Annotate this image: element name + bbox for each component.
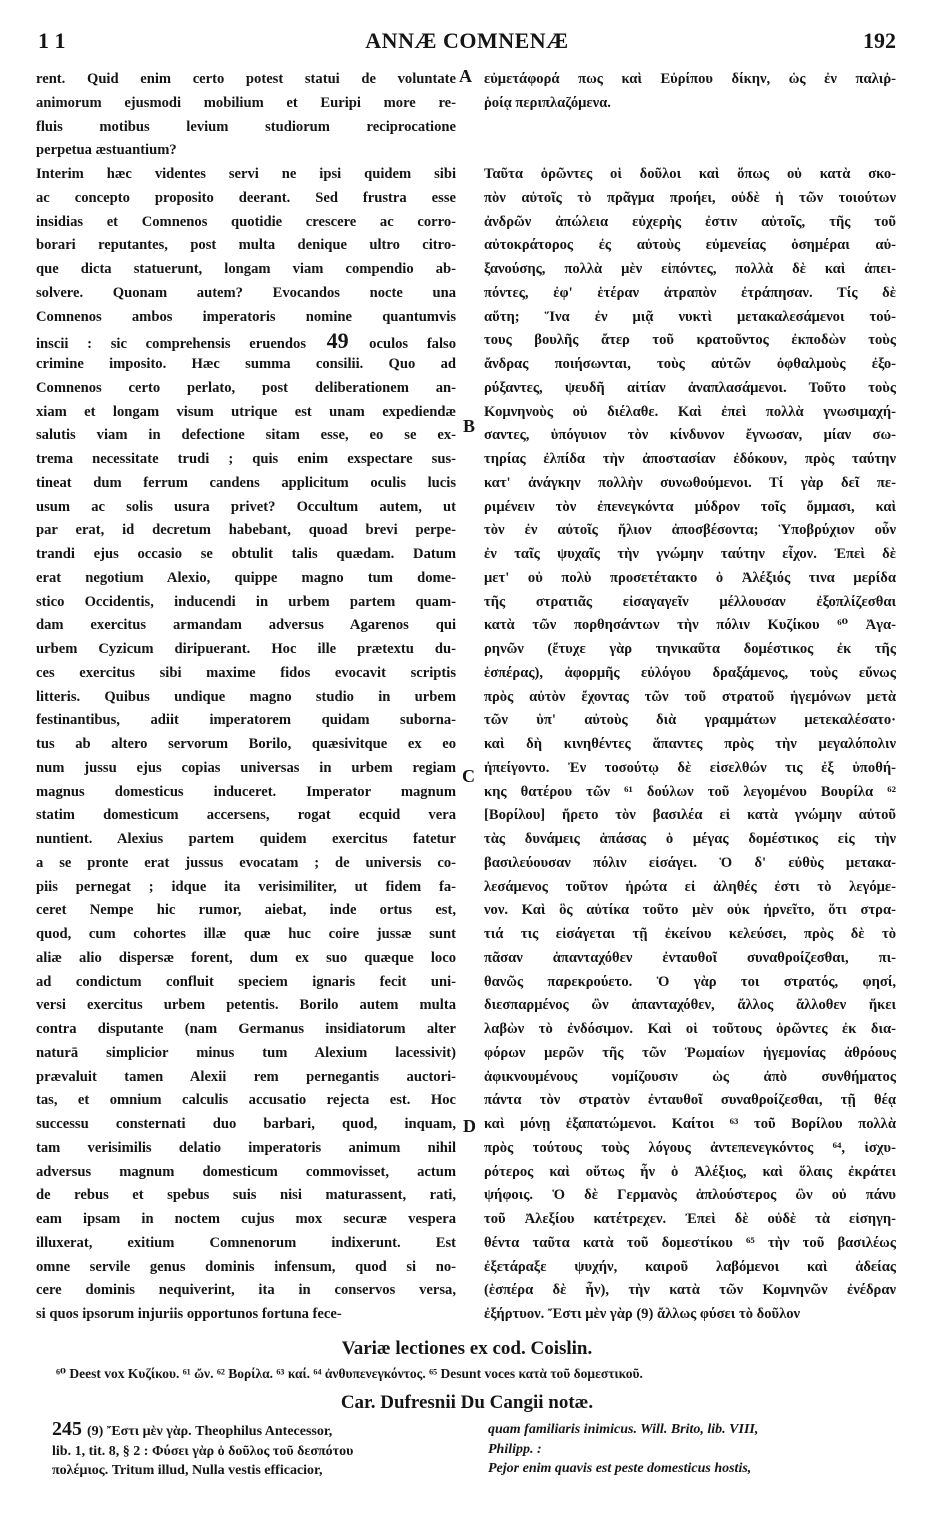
latin-text-line: omne servile genus dominis infensum, quod si no- (36, 1258, 456, 1275)
page-number-right: 192 (863, 28, 896, 53)
greek-text-line: τιά τις εἰσάγεται τῇ ἐκείνου κελεύσει, πρὸς δὲ τὸ (484, 926, 896, 942)
greek-text-line: θανῶς παρεκρούετο. Ὁ γὰρ τοι στρατός, φησί, (484, 973, 896, 990)
latin-text-line: erat negotium Alexio, quippe magno tum dome- (36, 569, 456, 586)
greek-text-line: τῆς στρατιᾶς εἰσαγαγεῖν μέλλουσαν ἐξοπλίζεσθαι (484, 593, 896, 610)
greek-text-line: ἐν ταῖς ψυχαῖς τὴν γνώμην ταύτην εἶχον. Ἐπεὶ δὲ (484, 546, 896, 562)
greek-text-line: τηρίας ἐλπίδα τὴν ἀποστασίαν ἐδόκουν, πρὸς ταύτην (484, 451, 896, 467)
latin-text-line: ces exercitus sibi maxime fidos evocavit scriptis (36, 664, 456, 681)
latin-text-line: successu consternati duo barbari, quod, inquam, (36, 1116, 456, 1132)
note-line: lib. 1, tit. 8, § 2 : Φύσει γὰρ ὁ δοῦλος τοῦ δεσπότου (52, 1443, 354, 1459)
latin-text-line: naturā simplicior minus tum Alexium lacessivit) (36, 1044, 456, 1061)
margin-marker-c: C (462, 766, 475, 786)
greek-text-line: τὰς δυνάμεις ἁπάσας ὁ μέγας δομέστικος εἰς τὴν (484, 831, 896, 847)
latin-text-line: que dicta statuerunt, longam viam compendio ab- (36, 261, 456, 277)
latin-text-line: solvere. Quonam autem? Evocandos nocte una (36, 284, 456, 301)
latin-text-line: litteris. Quibus undique magno studio in urbem (36, 688, 456, 705)
greek-text-line: τους βουλῆς ἄτερ τοῦ κρατοῦντος ἐκποδὼν τοὺς (484, 332, 896, 349)
notes-title: Car. Dufresnii Du Cangii notæ. (340, 1392, 594, 1413)
greek-text-line: βασιλεύουσαν πόλιν εἰσάγει. Ὁ δ' εὐθὺς μετακα- (484, 854, 896, 871)
note-line (52, 1420, 472, 1442)
latin-text-line (36, 329, 456, 353)
greek-text-line: ἠπείγοντο. Ἐν τοσούτῳ δὲ εἰσελθών τις ἐξ ὑποθή- (484, 759, 896, 776)
greek-text-line: ἐξετάραξε ψυχήν, καιροῦ λαβόμενοι καὶ ἀδείας (484, 1258, 896, 1275)
greek-text-line: τὸν ἐν αὐτοῖς ἥλιον ἀποσβέσοντα; Ὑποβρύχιον οὖν (484, 522, 896, 539)
latin-text-line: animorum ejusmodi mobilium et Euripi more re- (36, 94, 456, 111)
latin-text-line: salutis viam in defectione sitam esse, eo se ex- (36, 427, 456, 444)
latin-text-line: rent. Quid enim certo potest statui de voluntate (36, 71, 456, 87)
greek-text-line: τῶν ὑπ' αὐτοὺς διὰ γραμμάτων μετεκαλέσατο· (484, 712, 896, 729)
greek-text-line: πάντα τὸν στρατὸν ἐνταυθοῖ συναθροίζεσθαι, τῇ θέᾳ (484, 1092, 896, 1109)
latin-text-line: Interim hæc videntes servi ne ipsi quidem sibi (36, 166, 456, 182)
latin-text-line: insidias et Comnenos quotidie crescere ac corro- (36, 213, 456, 230)
note-line: πολέμιος. Tritum illud, Nulla vestis efficacior, (52, 1463, 323, 1478)
latin-text-line: cere dominis nequiverint, ita in conservos versa, (36, 1282, 456, 1299)
latin-text-line: piis pernegat ; idque ita verisimiliter, ut fidem fa- (36, 878, 456, 895)
greek-text-line: κης θατέρου τῶν ⁶¹ δούλων τοῦ λεγομένου Βουρίλα ⁶² (484, 783, 896, 800)
margin-marker-a: A (459, 66, 472, 86)
note-line: Pejor enim quavis est peste domesticus hostis, (488, 1461, 752, 1476)
greek-text-line: καὶ μόνῃ ἐξαπατώμενοι. Καίτοι ⁶³ τοῦ Βορίλου πολλὰ (484, 1116, 896, 1132)
latin-text-line: par erat, id decretum habebant, quoad brevi perpe- (36, 522, 456, 539)
greek-text-line: ἑσπέρας), ἀφορμῆς εὐλόγου δραξάμενος, τοὺς εὔνως (484, 664, 896, 681)
page-number-left: 1 1 (38, 28, 66, 53)
latin-text-line: dam exercitus armandam adversus Agarenos qui (36, 617, 456, 634)
latin-text-line: stico Occidentis, inducendi in urbem partem quam- (36, 593, 456, 610)
latin-text-line: statim domesticum accersens, rogat ecquid vera (36, 807, 456, 824)
greek-text-line: Ταῦτα ὁρῶντες οἱ δοῦλοι καὶ ὅπως οὐ κατὰ σκο- (484, 166, 896, 182)
latin-text-segment: oculos falso (369, 336, 456, 353)
latin-text-line: tas, et omnium calculis accusatio rejecta est. Hoc (36, 1092, 456, 1109)
greek-text-line: μετ' οὐ πολὺ προσετέτακτο ὁ Ἀλέξιός τινα μερίδα (484, 569, 896, 586)
latin-column (36, 68, 456, 1327)
variae-lectiones-title: Variæ lectiones ex cod. Coislin. (341, 1338, 593, 1359)
greek-text-line: ἐξήρτυον. Ἔστι μὲν γὰρ (9) ἄλλως φύσει τὸ δοῦλον (484, 1306, 801, 1322)
greek-text-line: λεσάμενος τοῦτον ἠρώτα εἰ ἀληθές ἐστι τὸ λεγόμε- (484, 878, 896, 895)
greek-text-line: διεσπαρμένος ὢν ἁπανταχόθεν, ἄλλος ἄλλοθεν ἥκει (484, 997, 896, 1014)
latin-text-line: borari reputantes, post multa denique ultro citro- (36, 237, 456, 254)
variae-lectiones-text: ⁶⁰ Deest vox Κυζίκου. ⁶¹ ὤν. ⁶² Βορίλα. ⁶³ καί. ⁶⁴ ἀνθυπενεγκόντος. ⁶⁵ Desunt voces κατὰ τοῦ δομεστικοῦ. (56, 1366, 643, 1381)
greek-text-line: ψήφοις. Ὁ δὲ Γερμανὸς ἁπλούστερος ὢν οὐ πάνυ (484, 1187, 896, 1204)
greek-text-line: ρηνῶν (ἔτυχε γὰρ τηνικαῦτα δομέστικος ἐκ τῆς (484, 641, 896, 657)
greek-text-line: πρὸς τούτους τοὺς λόγους ἀντεπενεγκόντος ⁶⁴, ἰσχυ- (484, 1139, 896, 1156)
latin-text-line: xiam et longam visum utrique est unam expediendæ (36, 403, 456, 420)
greek-text-line: ἄνδρας ποιήσωνται, τοὺς αὐτῶν ὀφθαλμοὺς ἐξο- (484, 356, 896, 372)
latin-text-line: de rebus et spebus suis nisi maturassent, rati, (36, 1187, 456, 1204)
greek-text-line: [Βορίλου] ἤρετο τὸν βασιλέα εἰ κατὰ γνώμην αὐτοῦ (484, 807, 896, 824)
greek-column (484, 68, 896, 1327)
latin-text-line: festinantibus, adiit imperatorem quidam suborna- (36, 712, 456, 729)
latin-text-line: aliæ alio dispersæ forent, dum ex suo quæque loco (36, 949, 456, 966)
margin-marker-d: D (463, 1116, 476, 1136)
greek-text-line: θέντα ταῦτα κατὰ τοῦ δομεστίκου ⁶⁵ τὴν τοῦ βασιλέως (484, 1234, 896, 1251)
running-title: ANNÆ COMNENÆ (365, 28, 569, 53)
latin-text-line: Comnenos certo perlato, post deliberationem an- (36, 379, 456, 396)
latin-text-line: adversus magnum domesticum commovisset, actum (36, 1163, 456, 1180)
latin-text-line: num jussu ejus copias universas in urbem regiam (36, 759, 456, 776)
latin-text-line: magnus domesticus induceret. Imperator magnum (36, 783, 456, 800)
greek-text-line: ῥοίᾳ περιπλαζόμενα. (484, 94, 611, 111)
greek-text-line: ρύξαντες, ψευδῆ αἰτίαν ἀναπλασάμενοι. Τοῦτο τοὺς (484, 379, 896, 396)
latin-text-line: quod, cum cohortes illæ quæ huc coire jussæ sunt (36, 926, 456, 942)
greek-text-line: (ἑσπέρα δὲ ἦν), τὴν κατὰ τῶν Κομνηνῶν ἐνέδραν (484, 1282, 896, 1299)
latin-text-line: trandi ejus occasio se obtulit talis quædam. Datum (36, 546, 456, 562)
note-text: (9) Ἔστι μὲν γὰρ. Theophilus Antecessor, (87, 1424, 333, 1439)
greek-text-line (484, 139, 896, 163)
column-number: 49 (306, 329, 370, 353)
latin-text-line: nuntient. Alexius partem quidem exercitus fatetur (36, 831, 456, 847)
notes-left-column (52, 1420, 472, 1481)
latin-text-line: tam verisimilis delatio imperatoris animum nihil (36, 1139, 456, 1156)
greek-text-line: φόρων μερῶν τῆς τῶν Ῥωμαίων ἡγεμονίας ἀθρόους (484, 1044, 896, 1061)
greek-text-line: αὕτη; Ἵνα ἐν μιᾷ νυκτὶ μετακαλεσάμενοι τού- (484, 308, 896, 325)
greek-text-line: εὐμετάφορά πως καὶ Εὐρίπου δίκην, ὡς ἐν παλιῤ- (484, 71, 896, 87)
latin-text-line: perpetua æstuantium? (36, 142, 177, 159)
latin-text-line: contra disputante (nam Germanus insidiatorum alter (36, 1021, 456, 1037)
latin-text-line: crimine imposito. Hæc summa consilii. Quo ad (36, 356, 456, 372)
greek-text-line: ξανούσης, πολλὰ μὲν εἰπόντες, πολλὰ δὲ καὶ ἀπει- (484, 261, 896, 277)
latin-text-line: urbem Cyzicum diripuerant. Hoc ille prætextu du- (36, 641, 456, 657)
greek-text-line: καὶ δὴ κινηθέντες ἅπαντες πρὸς τὴν μεγαλόπολιν (484, 736, 896, 752)
latin-text-line: illuxerat, exitium Comnenorum indixerunt. Est (36, 1234, 456, 1251)
latin-text-line: ac concepto proposito deerant. Sed frustra esse (36, 189, 456, 206)
latin-text-line: si quos ipsorum injuriis opportunos fortuna fece- (36, 1306, 342, 1322)
latin-text-line: prævaluit tamen Alexii rem pernegantis auctori- (36, 1068, 456, 1085)
note-line: quam familiaris inimicus. Will. Brito, lib. VIII, (488, 1422, 759, 1437)
greek-text-line: κατ' ἀνάγκην πολλὴν συνωθούμενοι. Τί γὰρ δεῖ πε- (484, 474, 896, 491)
latin-text-line: ceret Nempe hic rumor, aiebat, inde ortus est, (36, 902, 456, 919)
running-header (38, 28, 896, 58)
note-number: 245 (52, 1420, 87, 1440)
greek-text-line: πόντες, ἐφ' ἑτέραν ἀτραπὸν ἐτράπησαν. Τίς δὲ (484, 284, 896, 301)
greek-text-line: ρότερος καὶ οὕτως ἦν ὁ Ἀλέξιος, καὶ ὅλαις ἐκράτει (484, 1163, 896, 1180)
greek-text-line: τοῦ Ἀλεξίου κατέτρεχεν. Ἐπεὶ δὲ οὐδὲ τὰ εἰσηγη- (484, 1211, 896, 1227)
latin-text-line: a se pronte erat jussus evocatam ; de universis co- (36, 854, 456, 871)
greek-text-line: σαντες, ὑπόγυιον τὸν κίνδυνον ἔγνωσαν, μίαν σω- (484, 427, 896, 444)
latin-text-line: ad condictum confluit speciem ignaris fecit uni- (36, 973, 456, 990)
greek-text-line: ριμένειν τὸν ἐπενεγκόντα μύδρον τοῖς ὄμμασι, καὶ (484, 498, 896, 515)
greek-text-line: νον. Καὶ ὃς αὐτίκα τοῦτο μὲν οὐκ ἠρνεῖτο, ὅτι στρα- (484, 902, 896, 919)
latin-text-line: Comnenos ambos imperatoris nomine quantumvis (36, 308, 456, 325)
margin-marker-b: B (463, 416, 476, 436)
greek-text-line (484, 116, 896, 140)
greek-text-line: πὸν αὐτοῖς τὸ πρᾶγμα προήει, οὐδὲ ἡ τῶν τοιούτων (484, 189, 896, 206)
greek-text-line: πᾶσαν ἁπανταχόθεν ἐνταυθοῖ συναθροίζεσθαι, πι- (484, 949, 896, 966)
latin-text-segment: inscii : sic comprehensis eruendos (36, 336, 307, 353)
greek-text-line: κατὰ τῶν πορθησάντων τὴν πόλιν Κυζίκου ⁶⁰ Ἀγα- (484, 617, 896, 634)
latin-text-line: trema necessitate trudi ; quis enim exspectare sus- (36, 451, 456, 467)
latin-text-line: tus ab altero servorum Borilo, quæsivitque ex eo (36, 736, 456, 752)
latin-text-line: fluis motibus levium studiorum reciprocatione (36, 118, 456, 135)
notes-right-column (488, 1420, 898, 1479)
latin-text-line: eam ipsam in noctem cujus mox securæ vespera (36, 1211, 456, 1227)
note-line: Philipp. : (488, 1441, 542, 1457)
greek-text-line: ἀφικνουμένους νομίζουσιν ὡς ἀπὸ συνθήματος (484, 1068, 896, 1085)
greek-text-line: λαβὼν τὸ ἐνδόσιμον. Καὶ οἱ τοῦτους ὁρῶντες ἐκ δια- (484, 1021, 896, 1037)
greek-text-line: αὐτοκράτορος ἐς αὐτοὺς εὐμενείας ὁσημέραι αὐ- (484, 237, 896, 254)
latin-text-line: usum ac solis usura privet? Occultum autem, ut (36, 498, 456, 515)
latin-text-line: versi exercitus urbem petentis. Borilo autem multa (36, 997, 456, 1014)
latin-text-line: tineat dum ferrum candens applicitum oculis lucis (36, 474, 456, 491)
greek-text-line: Κομνηνοὺς οὐ διέλαθε. Καὶ ἐπεὶ πολλὰ γνωσιμαχή- (484, 403, 896, 420)
greek-text-line: ἀνδρῶν ἀπώλεια εὐχερὴς ἐστιν αὐτοῖς, τῆς τοῦ (484, 213, 896, 230)
greek-text-line: πρὸς αὐτὸν ἔχοντας τῶν τοῦ στρατοῦ ἡγεμόνων μετὰ (484, 688, 896, 705)
